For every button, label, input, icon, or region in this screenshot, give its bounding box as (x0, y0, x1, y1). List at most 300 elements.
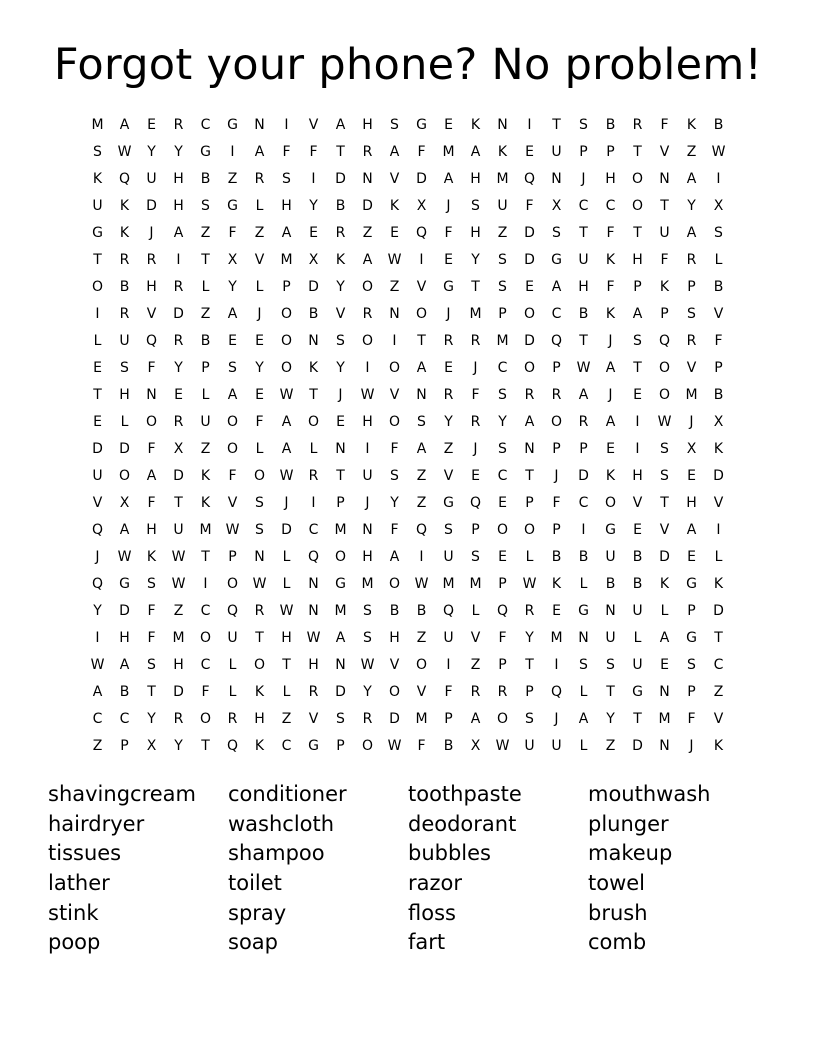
grid-letter: T (552, 117, 561, 133)
grid-letter: R (119, 252, 130, 268)
grid-letter: N (524, 441, 535, 457)
grid-row (84, 247, 732, 274)
grid-letter: H (632, 468, 643, 484)
grid-letter: M (469, 576, 482, 592)
grid-letter: J (338, 387, 343, 403)
grid-letter: W (576, 360, 591, 376)
grid-letter: U (362, 468, 373, 484)
grid-letter: O (415, 657, 428, 673)
word-bank-item: stink (48, 900, 99, 925)
grid-letter: A (227, 387, 238, 403)
grid-letter: W (279, 387, 294, 403)
grid-letter: T (417, 333, 426, 349)
grid-letter: D (578, 468, 589, 484)
grid-letter: F (471, 387, 480, 403)
grid-letter: A (632, 306, 643, 322)
grid-letter: D (524, 333, 535, 349)
grid-letter: E (660, 657, 669, 673)
grid-letter: I (284, 117, 289, 133)
grid-letter: D (524, 252, 535, 268)
grid-letter: F (309, 144, 318, 160)
grid-letter: O (280, 360, 293, 376)
grid-letter: U (173, 522, 184, 538)
grid-row (84, 490, 732, 517)
grid-letter: W (171, 576, 186, 592)
grid-letter: J (257, 306, 262, 322)
grid-letter: A (281, 225, 292, 241)
grid-letter: O (388, 360, 401, 376)
grid-letter: A (659, 630, 670, 646)
grid-letter: B (119, 684, 130, 700)
grid-letter: T (201, 549, 210, 565)
page-title: Forgot your phone? No problem! (53, 40, 763, 90)
grid-letter: O (388, 576, 401, 592)
grid-letter: L (228, 684, 237, 700)
grid-letter: M (685, 387, 698, 403)
grid-letter: O (226, 441, 239, 457)
grid-letter: J (608, 387, 613, 403)
grid-letter: H (173, 171, 184, 187)
grid-letter: P (498, 576, 507, 592)
grid-letter: J (446, 198, 451, 214)
grid-letter: M (334, 522, 347, 538)
grid-letter: V (389, 171, 400, 187)
grid-letter: D (146, 198, 157, 214)
grid-letter: X (713, 198, 724, 214)
grid-letter: X (713, 414, 724, 430)
grid-letter: W (225, 522, 240, 538)
grid-letter: H (389, 630, 400, 646)
grid-letter: R (227, 711, 238, 727)
grid-letter: Y (147, 144, 156, 160)
grid-letter: U (92, 198, 103, 214)
grid-letter: Z (281, 711, 292, 727)
grid-letter: N (416, 387, 427, 403)
grid-letter: F (660, 117, 669, 133)
grid-letter: U (659, 225, 670, 241)
grid-letter: V (416, 684, 427, 700)
word-bank-item: shampoo (228, 841, 325, 866)
grid-letter: T (93, 252, 102, 268)
grid-letter: O (361, 738, 374, 754)
grid-letter: B (578, 549, 589, 565)
grid-letter: O (523, 522, 536, 538)
grid-letter: S (363, 603, 372, 619)
grid-letter: B (605, 117, 616, 133)
grid-letter: Q (550, 333, 563, 349)
grid-letter: B (578, 306, 589, 322)
grid-letter: N (578, 630, 589, 646)
grid-letter: U (632, 657, 643, 673)
grid-letter: C (281, 738, 292, 754)
grid-letter: J (581, 171, 586, 187)
grid-letter: K (308, 360, 319, 376)
grid-letter: V (308, 117, 319, 133)
grid-letter: A (119, 657, 130, 673)
grid-letter: A (389, 144, 400, 160)
grid-letter: L (282, 684, 291, 700)
grid-row (84, 652, 732, 679)
grid-letter: R (173, 117, 184, 133)
grid-letter: B (308, 306, 319, 322)
grid-letter: M (280, 252, 293, 268)
grid-letter: A (173, 225, 184, 241)
grid-letter: E (498, 549, 507, 565)
grid-letter: V (92, 495, 103, 511)
grid-letter: R (308, 468, 319, 484)
grid-letter: C (578, 198, 589, 214)
grid-letter: P (606, 144, 615, 160)
word-bank-item: mouthwash (588, 782, 711, 806)
grid-letter: S (147, 657, 156, 673)
grid-letter: R (173, 414, 184, 430)
grid-letter: H (686, 495, 697, 511)
grid-letter: X (146, 738, 157, 754)
grid-letter: U (578, 252, 589, 268)
grid-letter: B (632, 576, 643, 592)
grid-letter: E (525, 144, 534, 160)
grid-letter: L (93, 333, 102, 349)
word-bank-column (408, 780, 588, 958)
grid-letter: Z (92, 738, 103, 754)
grid-letter: R (146, 252, 157, 268)
grid-letter: R (335, 225, 346, 241)
grid-letter: Z (173, 603, 184, 619)
grid-letter: F (525, 198, 534, 214)
grid-letter: K (119, 198, 130, 214)
grid-letter: A (551, 279, 562, 295)
grid-letter: R (308, 684, 319, 700)
grid-letter: O (361, 279, 374, 295)
grid-letter: K (200, 495, 211, 511)
grid-letter: Z (416, 468, 427, 484)
grid-letter: T (633, 360, 642, 376)
grid-letter: U (605, 549, 616, 565)
grid-letter: Q (91, 522, 104, 538)
grid-letter: O (199, 630, 212, 646)
grid-letter: B (605, 576, 616, 592)
grid-letter: S (660, 441, 669, 457)
grid-letter: P (579, 441, 588, 457)
grid-letter: R (470, 414, 481, 430)
grid-letter: V (146, 306, 157, 322)
grid-letter: O (631, 171, 644, 187)
grid-letter: P (687, 684, 696, 700)
grid-letter: M (199, 522, 212, 538)
grid-letter: F (687, 711, 696, 727)
grid-letter: Z (200, 306, 211, 322)
grid-letter: F (606, 279, 615, 295)
grid-letter: M (442, 144, 455, 160)
grid-letter: L (228, 657, 237, 673)
grid-letter: B (713, 387, 724, 403)
word-bank-item: makeup (588, 841, 673, 866)
grid-letter: E (687, 549, 696, 565)
grid-letter: K (254, 738, 265, 754)
grid-letter: R (632, 117, 643, 133)
grid-letter: L (579, 738, 588, 754)
grid-letter: V (713, 711, 724, 727)
grid-letter: E (525, 279, 534, 295)
grid-letter: M (91, 117, 104, 133)
grid-letter: S (201, 198, 210, 214)
grid-letter: L (471, 603, 480, 619)
grid-letter: U (92, 468, 103, 484)
grid-letter: Q (442, 603, 455, 619)
grid-letter: N (362, 171, 373, 187)
grid-letter: O (658, 387, 671, 403)
grid-letter: I (446, 657, 451, 673)
grid-letter: E (309, 225, 318, 241)
grid-row (84, 733, 732, 760)
grid-letter: J (554, 711, 559, 727)
grid-letter: Z (416, 630, 427, 646)
grid-row (84, 679, 732, 706)
grid-row (84, 112, 732, 139)
grid-letter: K (200, 468, 211, 484)
grid-letter: R (254, 603, 265, 619)
grid-row (84, 355, 732, 382)
grid-letter: S (120, 360, 129, 376)
grid-letter: G (335, 576, 346, 592)
grid-letter: I (554, 657, 559, 673)
grid-row (84, 139, 732, 166)
grid-row (84, 193, 732, 220)
grid-letter: C (200, 603, 211, 619)
grid-letter: A (281, 441, 292, 457)
grid-letter: K (605, 252, 616, 268)
grid-letter: N (659, 684, 670, 700)
grid-letter: P (525, 495, 534, 511)
grid-letter: S (336, 333, 345, 349)
grid-letter: F (147, 630, 156, 646)
grid-letter: Z (470, 657, 481, 673)
grid-letter: V (686, 360, 697, 376)
grid-letter: M (361, 576, 374, 592)
grid-letter: L (309, 441, 318, 457)
grid-row (84, 571, 732, 598)
grid-letter: C (551, 306, 562, 322)
grid-letter: I (311, 495, 316, 511)
grid-letter: J (284, 495, 289, 511)
grid-row (84, 706, 732, 733)
grid-letter: I (176, 252, 181, 268)
grid-letter: C (200, 117, 211, 133)
grid-letter: R (443, 333, 454, 349)
grid-letter: C (200, 657, 211, 673)
grid-letter: L (201, 387, 210, 403)
grid-letter: D (173, 306, 184, 322)
grid-letter: F (498, 630, 507, 646)
grid-letter: P (498, 657, 507, 673)
grid-letter: O (307, 414, 320, 430)
grid-letter: S (471, 198, 480, 214)
grid-letter: W (360, 387, 375, 403)
grid-letter: S (255, 495, 264, 511)
grid-letter: N (497, 117, 508, 133)
grid-letter: R (362, 711, 373, 727)
grid-letter: E (498, 495, 507, 511)
grid-letter: S (606, 657, 615, 673)
grid-letter: P (228, 549, 237, 565)
grid-letter: T (606, 684, 615, 700)
grid-letter: A (335, 117, 346, 133)
grid-letter: P (714, 360, 723, 376)
grid-letter: H (254, 711, 265, 727)
grid-letter: Y (687, 198, 696, 214)
grid-letter: Z (443, 441, 454, 457)
grid-letter: P (336, 495, 345, 511)
grid-letter: T (633, 225, 642, 241)
grid-letter: R (578, 414, 589, 430)
grid-letter: E (444, 360, 453, 376)
grid-letter: S (147, 576, 156, 592)
grid-letter: P (498, 306, 507, 322)
letter-grid (84, 112, 732, 760)
grid-letter: E (147, 117, 156, 133)
grid-letter: O (145, 414, 158, 430)
grid-letter: S (417, 414, 426, 430)
grid-letter: T (579, 333, 588, 349)
grid-letter: H (362, 117, 373, 133)
grid-letter: L (201, 279, 210, 295)
grid-letter: L (714, 252, 723, 268)
grid-letter: N (659, 171, 670, 187)
grid-letter: O (226, 576, 239, 592)
grid-letter: U (227, 630, 238, 646)
grid-letter: P (552, 360, 561, 376)
grid-letter: W (657, 414, 672, 430)
grid-letter: L (714, 549, 723, 565)
grid-letter: B (632, 549, 643, 565)
grid-letter: M (550, 630, 563, 646)
grid-letter: Y (606, 711, 615, 727)
grid-letter: U (632, 603, 643, 619)
grid-letter: L (120, 414, 129, 430)
grid-letter: O (199, 711, 212, 727)
grid-letter: E (444, 117, 453, 133)
grid-letter: L (660, 603, 669, 619)
grid-letter: X (227, 252, 238, 268)
grid-letter: U (146, 171, 157, 187)
grid-letter: M (658, 711, 671, 727)
grid-letter: Y (363, 684, 372, 700)
grid-letter: T (633, 711, 642, 727)
grid-letter: W (90, 657, 105, 673)
grid-letter: H (146, 279, 157, 295)
grid-letter: F (147, 603, 156, 619)
grid-letter: B (200, 171, 211, 187)
grid-letter: O (388, 684, 401, 700)
grid-letter: M (334, 603, 347, 619)
grid-letter: O (118, 468, 131, 484)
grid-letter: A (470, 144, 481, 160)
grid-letter: Y (147, 711, 156, 727)
grid-letter: E (255, 333, 264, 349)
grid-letter: A (578, 711, 589, 727)
grid-letter: Q (550, 684, 563, 700)
grid-letter: V (335, 306, 346, 322)
grid-letter: O (658, 360, 671, 376)
grid-letter: V (254, 252, 265, 268)
grid-letter: Y (255, 360, 264, 376)
grid-letter: G (227, 198, 238, 214)
grid-letter: F (282, 144, 291, 160)
grid-letter: O (334, 549, 347, 565)
grid-letter: O (523, 306, 536, 322)
grid-letter: W (117, 144, 132, 160)
grid-letter: U (443, 549, 454, 565)
grid-letter: J (446, 306, 451, 322)
grid-letter: O (550, 414, 563, 430)
grid-letter: V (470, 630, 481, 646)
grid-letter: Z (362, 225, 373, 241)
word-bank-item: shavingcream (48, 782, 196, 806)
grid-letter: A (281, 414, 292, 430)
grid-letter: T (525, 657, 534, 673)
grid-letter: G (443, 279, 454, 295)
grid-letter: W (387, 738, 402, 754)
grid-letter: R (524, 603, 535, 619)
grid-letter: N (254, 549, 265, 565)
grid-letter: G (686, 576, 697, 592)
word-bank-item: floss (408, 900, 456, 925)
grid-letter: P (687, 603, 696, 619)
grid-letter: S (228, 360, 237, 376)
grid-letter: R (173, 333, 184, 349)
grid-letter: V (659, 144, 670, 160)
grid-letter: I (581, 522, 586, 538)
grid-letter: B (200, 333, 211, 349)
grid-letter: R (173, 711, 184, 727)
word-bank-item: razor (408, 871, 463, 896)
grid-letter: T (660, 495, 669, 511)
grid-letter: K (335, 252, 346, 268)
grid-letter: S (498, 441, 507, 457)
grid-letter: W (171, 549, 186, 565)
grid-letter: H (578, 279, 589, 295)
grid-letter: I (311, 171, 316, 187)
grid-letter: S (687, 657, 696, 673)
grid-letter: E (93, 360, 102, 376)
word-bank-item: towel (588, 871, 646, 896)
grid-letter: D (335, 684, 346, 700)
grid-letter: V (416, 279, 427, 295)
grid-letter: D (173, 468, 184, 484)
grid-row (84, 328, 732, 355)
grid-letter: S (660, 468, 669, 484)
grid-letter: Q (118, 171, 131, 187)
grid-letter: Z (713, 684, 724, 700)
grid-letter: Y (525, 630, 534, 646)
grid-letter: Y (174, 738, 183, 754)
grid-letter: L (633, 630, 642, 646)
grid-letter: M (469, 306, 482, 322)
grid-letter: B (389, 603, 400, 619)
word-bank-item: bubbles (408, 841, 491, 866)
grid-letter: W (414, 576, 429, 592)
grid-letter: X (686, 441, 697, 457)
grid-letter: A (119, 522, 130, 538)
grid-letter: I (635, 414, 640, 430)
word-bank-item: deodorant (408, 811, 517, 836)
grid-letter: M (496, 333, 509, 349)
grid-letter: S (363, 630, 372, 646)
grid-letter: R (524, 387, 535, 403)
grid-letter: R (362, 144, 373, 160)
grid-letter: I (230, 144, 235, 160)
grid-letter: N (335, 657, 346, 673)
